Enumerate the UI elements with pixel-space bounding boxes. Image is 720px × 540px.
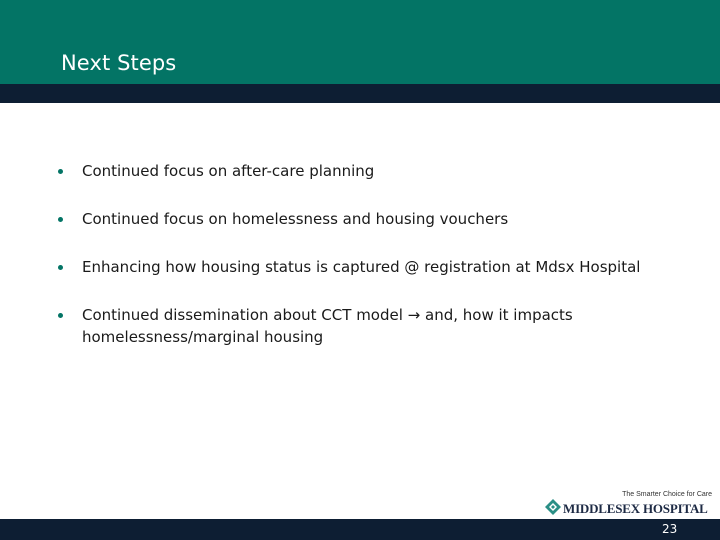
bullet-item	[58, 208, 658, 230]
bullet-dot-icon	[58, 265, 63, 270]
bullet-text: Continued dissemination about CCT model → and, how it impacts homelessness/marginal housing	[82, 306, 573, 346]
bullet-text: Enhancing how housing status is captured @ registration at Mdsx Hospital	[82, 258, 641, 276]
bullet-list	[58, 160, 658, 348]
logo-name: MIDDLESEX HOSPITAL	[563, 501, 708, 516]
bullet-dot-icon	[58, 217, 63, 222]
bullet-text: Continued focus on after-care planning	[82, 162, 375, 180]
bullet-dot-icon	[58, 169, 63, 174]
bullet-item	[58, 160, 658, 182]
bullet-item	[58, 304, 658, 348]
hospital-logo-mark-icon	[544, 498, 562, 516]
middlesex-hospital-logo	[544, 490, 716, 518]
footer-bar	[0, 519, 720, 540]
bullet-text: Continued focus on homelessness and housing vouchers	[82, 210, 509, 228]
page-number: 23	[662, 522, 678, 536]
logo-tagline: The Smarter Choice for Care	[622, 491, 712, 498]
header-divider-band	[0, 84, 720, 103]
bullet-dot-icon	[58, 313, 63, 318]
bullet-item	[58, 256, 658, 278]
slide-title: Next Steps	[61, 51, 177, 75]
title-bar	[0, 0, 720, 84]
